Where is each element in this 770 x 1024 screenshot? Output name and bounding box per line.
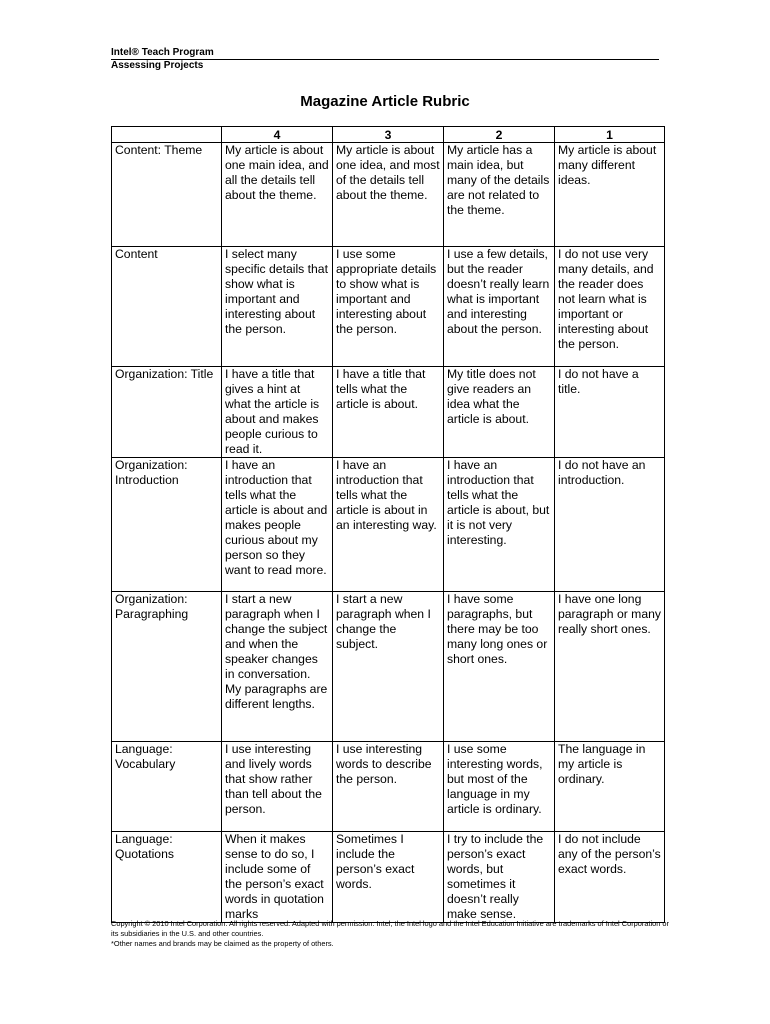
table-row [112, 458, 665, 592]
copyright-text: Copyright © 2010 Intel Corporation. All rights reserved. Adapted with permission. Intel, the Intel logo and the Intel Education Initiative are trademarks of Intel Corporation or its subsidiaries in the U.S. and other countries. [111, 919, 669, 938]
page-title: Magazine Article Rubric [300, 93, 470, 110]
score-header: 3 [333, 127, 444, 143]
rubric-cell: I do not use very many details, and the reader does not learn what is important or interesting about the person. [555, 247, 665, 367]
score-header: 4 [222, 127, 333, 143]
trademark-note: *Other names and brands may be claimed as the property of others. [111, 939, 334, 948]
rubric-cell: I do not have a title. [555, 367, 665, 458]
rubric-cell: Sometimes I include the person’s exact words. [333, 832, 444, 923]
row-category: Organization: Title [112, 367, 222, 458]
score-header-row [112, 127, 665, 143]
table-row [112, 592, 665, 742]
table-row [112, 247, 665, 367]
table-row [112, 367, 665, 458]
header-divider [111, 59, 659, 60]
rubric-cell: My article is about many different ideas. [555, 143, 665, 247]
rubric-cell: I try to include the person’s exact words, but sometimes it doesn’t really make sense. [444, 832, 555, 923]
rubric-cell: I start a new paragraph when I change the subject. [333, 592, 444, 742]
row-category: Language: Vocabulary [112, 742, 222, 832]
rubric-cell: My article has a main idea, but many of the details are not related to the theme. [444, 143, 555, 247]
rubric-table [111, 126, 665, 923]
rubric-cell: I start a new paragraph when I change the subject and when the speaker changes in conversation. My paragraphs are different lengths. [222, 592, 333, 742]
rubric-cell: I have a title that gives a hint at what the article is about and makes people curious to read it. [222, 367, 333, 458]
row-category: Organization: Paragraphing [112, 592, 222, 742]
row-category: Content: Theme [112, 143, 222, 247]
rubric-cell: I use interesting and lively words that show rather than tell about the person. [222, 742, 333, 832]
score-header: 2 [444, 127, 555, 143]
table-row [112, 742, 665, 832]
rubric-cell: I use a few details, but the reader doesn’t really learn what is important and interesting about the person. [444, 247, 555, 367]
section-name: Assessing Projects [111, 60, 204, 71]
rubric-cell: I do not include any of the person’s exact words. [555, 832, 665, 923]
rubric-cell: I have an introduction that tells what the article is about and makes people curious about my person so they want to read more. [222, 458, 333, 592]
score-header: 1 [555, 127, 665, 143]
rubric-cell: When it makes sense to do so, I include some of the person’s exact words in quotation marks [222, 832, 333, 923]
copyright-footer [111, 919, 671, 949]
rubric-cell: My article is about one main idea, and all the details tell about the theme. [222, 143, 333, 247]
rubric-cell: I select many specific details that show what is important and interesting about the person. [222, 247, 333, 367]
rubric-cell: I do not have an introduction. [555, 458, 665, 592]
table-row [112, 832, 665, 923]
row-category: Content [112, 247, 222, 367]
corner-cell [112, 127, 222, 143]
rubric-cell: I have one long paragraph or many really short ones. [555, 592, 665, 742]
rubric-cell: I use some appropriate details to show what is important and interesting about the person. [333, 247, 444, 367]
table-row [112, 143, 665, 247]
rubric-cell: I have some paragraphs, but there may be too many long ones or short ones. [444, 592, 555, 742]
rubric-cell: My article is about one idea, and most of the details tell about the theme. [333, 143, 444, 247]
rubric-cell: I have an introduction that tells what the article is about in an interesting way. [333, 458, 444, 592]
rubric-cell: I use interesting words to describe the person. [333, 742, 444, 832]
rubric-cell: I have a title that tells what the article is about. [333, 367, 444, 458]
rubric-cell: I have an introduction that tells what the article is about, but it is not very interesting. [444, 458, 555, 592]
row-category: Organization: Introduction [112, 458, 222, 592]
rubric-cell: I use some interesting words, but most of the language in my article is ordinary. [444, 742, 555, 832]
row-category: Language: Quotations [112, 832, 222, 923]
rubric-cell: The language in my article is ordinary. [555, 742, 665, 832]
rubric-cell: My title does not give readers an idea what the article is about. [444, 367, 555, 458]
program-name: Intel® Teach Program [111, 47, 214, 58]
